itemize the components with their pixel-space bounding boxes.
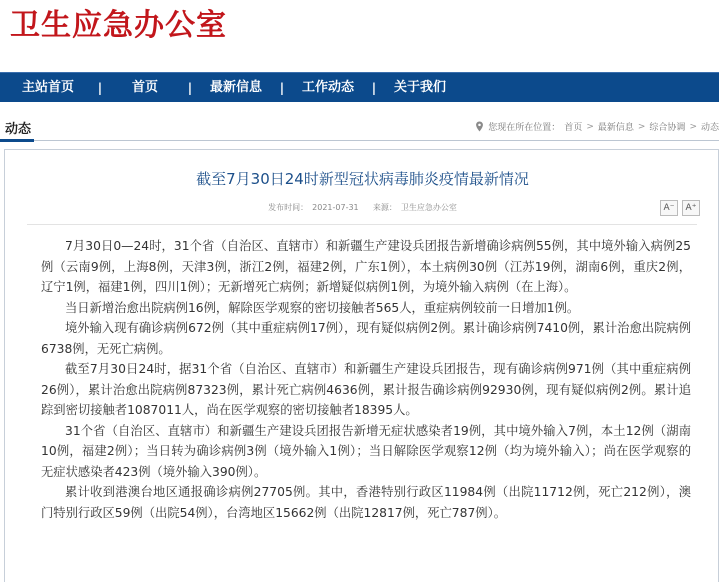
article-paragraph: 当日新增治愈出院病例16例，解除医学观察的密切接触者565人，重症病例较前一日增加1例。 <box>65 300 580 315</box>
breadcrumb-link-news[interactable]: 动态 <box>700 123 719 133</box>
site-header <box>0 0 719 72</box>
section-label: 动态 <box>5 122 32 137</box>
font-increase-button[interactable]: A⁺ <box>682 200 700 216</box>
breadcrumb-link-coordination[interactable]: 综合协调 <box>649 123 686 133</box>
breadcrumb-link-home[interactable]: 首页 <box>564 123 583 133</box>
main-nav <box>0 72 719 102</box>
breadcrumb-separator: > <box>586 121 594 132</box>
breadcrumb-separator: > <box>637 121 646 132</box>
article-paragraph: 累计收到港澳台地区通报确诊病例27705例。其中，香港特别行政区11984例（出院11712例，死亡212例），澳门特别行政区59例（出院54例），台湾地区15662例（出院12817例，死亡787例）。 <box>41 485 691 520</box>
article-paragraph: 截至7月30日24时，据31个省（自治区、直辖市）和新疆生产建设兵团报告，现有确诊病例971例（其中重症病例26例），累计治愈出院病例87323例，累计死亡病例4636例，累计报告确诊病例92930例，现有疑似病例2例。累计追踪到密切接触者1087011人，尚在医学观察的密切接触者18395人。 <box>41 362 691 417</box>
nav-item-work[interactable]: 工作动态 <box>301 79 354 95</box>
breadcrumb-link-latest[interactable]: 最新信息 <box>597 123 634 133</box>
nav-separator: | <box>279 80 285 95</box>
article-meta <box>5 202 719 213</box>
article-panel <box>4 149 719 582</box>
article-title: 截至7月30日24时新型冠状病毒肺炎疫情最新情况 <box>196 170 529 188</box>
publish-date: 2021-07-31 <box>312 203 359 212</box>
source-label: 来源： <box>372 203 397 212</box>
article-paragraph: 境外输入现有确诊病例672例（其中重症病例17例），现有疑似病例2例。累计确诊病例7410例，累计治愈出院病例6738例，无死亡病例。 <box>41 321 691 356</box>
nav-item-about[interactable]: 关于我们 <box>393 79 446 95</box>
nav-item-main-home[interactable]: 主站首页 <box>21 79 74 95</box>
meta-divider <box>27 224 697 225</box>
nav-separator: | <box>371 80 377 95</box>
breadcrumb <box>475 120 719 133</box>
section-underline <box>0 139 34 142</box>
site-title[interactable]: 卫生应急办公室 <box>10 8 227 43</box>
article-body <box>41 236 691 523</box>
nav-separator: | <box>97 80 103 95</box>
nav-item-latest[interactable]: 最新信息 <box>209 79 262 95</box>
nav-separator: | <box>187 80 193 95</box>
publish-label: 发布时间： <box>268 203 309 212</box>
article-paragraph: 7月30日0—24时，31个省（自治区、直辖市）和新疆生产建设兵团报告新增确诊病例55例，其中境外输入病例25例（云南9例，上海8例，天津3例，浙江2例，福建2例，广东1例），本土病例30例（江苏19例，湖南6例，重庆2例，辽宁1例，福建1例，四川1例）；无新增死亡病例；新增疑似病例1例，为境外输入病例（在上海）。 <box>41 239 691 294</box>
source-name: 卫生应急办公室 <box>400 203 457 212</box>
article-paragraph: 31个省（自治区、直辖市）和新疆生产建设兵团报告新增无症状感染者19例，其中境外输入7例，本土12例（湖南10例，福建2例）；当日转为确诊病例3例（境外输入1例）；当日解除医学观察12例（均为境外输入）；尚在医学观察的无症状感染者423例（境外输入390例）。 <box>41 423 691 479</box>
font-decrease-button[interactable]: A⁻ <box>660 200 678 216</box>
breadcrumb-separator: > <box>689 121 697 132</box>
location-pin-icon <box>475 121 484 132</box>
nav-item-home[interactable]: 首页 <box>131 79 158 95</box>
section-bar <box>0 113 719 141</box>
breadcrumb-prefix: 您现在所在位置： <box>488 123 561 133</box>
font-size-controls <box>660 200 700 216</box>
